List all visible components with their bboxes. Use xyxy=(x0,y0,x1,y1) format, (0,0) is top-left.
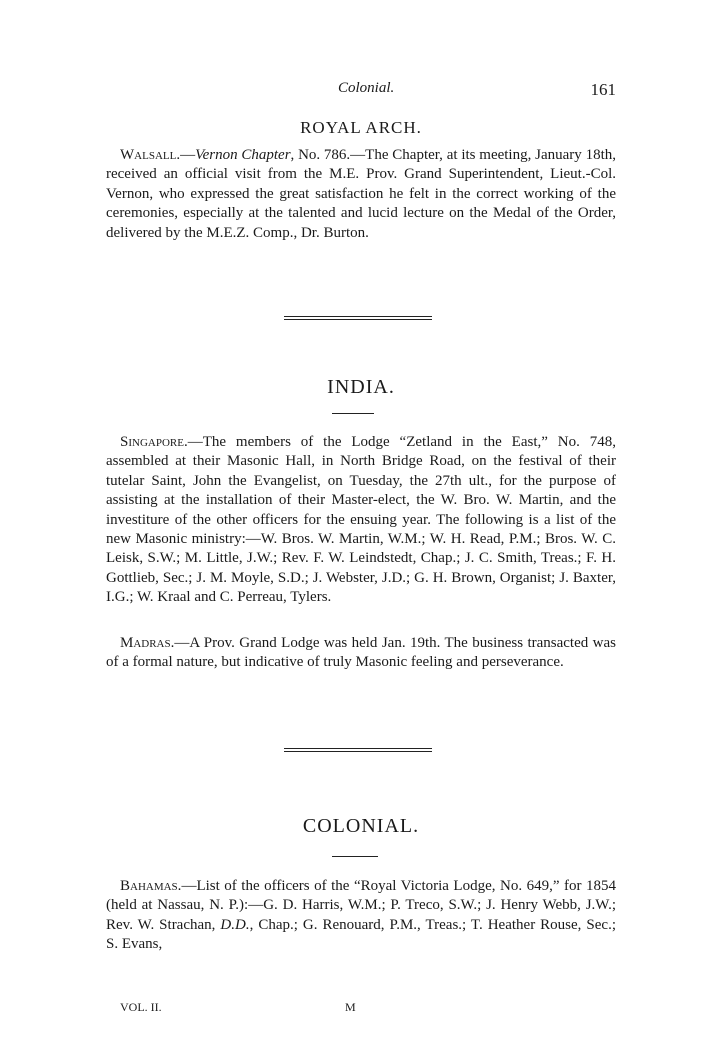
short-rule-india xyxy=(332,413,374,414)
paragraph-text: —The members of the Lodge “Zetland in the East,” No. 748, assembled at their Masonic Hall, in North Bridge Road, on the festival of their tutelar Saint, John the Evangelist, on Tuesday, the 27th ult., for the purpose of assisting at the installation of their Master-elect, the W. Bro. W. Martin, and the investiture of the other officers for the ensuing year. The following is a list of the new Masonic ministry:—W. Bros. W. Martin, W.M.; W. H. Read, P.M.; Bros. W. C. Leisk, S.W.; M. Little, J.W.; Rev. F. W. Leindstedt, Chap.; J. C. Smith, Treas.; F. H. Gottlieb, Sec.; J. M. Moyle, S.D.; J. Webster, J.D.; G. H. Brown, Organist; J. Baxter, I.G.; W. Kraal and C. Perreau, Tylers. xyxy=(106,434,616,606)
running-title: Colonial. xyxy=(338,80,395,96)
paragraph-bahamas xyxy=(106,877,616,955)
paragraph-text-continued: , Chap.; G. Renouard, P.M., Treas.; T. Heather Rouse, Sec.; S. Evans, xyxy=(106,916,616,953)
page-number: 161 xyxy=(590,80,616,99)
place-name-singapore: Singapore. xyxy=(120,434,188,450)
running-head xyxy=(106,80,616,102)
book-page xyxy=(106,0,616,1042)
paragraph-text: , No. 786.—The Chapter, at its meeting, January 18th, received an official visit from the M.E. Prov. Grand Superintendent, Lieut.-Col. Vernon, who expressed the great satisfaction he felt in the correct working of the ceremonies, especially at the talented and lucid lecture on the Medal of the Order, delivered by the M.E.Z. Comp., Dr. Burton. xyxy=(106,147,616,241)
page-footer xyxy=(120,1000,616,1018)
section-heading-royal-arch: ROYAL ARCH. xyxy=(300,118,422,137)
degree-abbreviation: D.D. xyxy=(220,916,250,933)
place-name-walsall: Walsall. xyxy=(120,147,181,163)
chapter-name: Vernon Chapter xyxy=(195,147,291,163)
paragraph-madras xyxy=(106,634,616,673)
double-rule-bottom xyxy=(284,319,432,320)
signature-mark: M xyxy=(345,1000,356,1014)
place-name-madras: Madras. xyxy=(120,635,175,651)
place-name-bahamas: Bahamas. xyxy=(120,878,182,894)
short-rule-colonial xyxy=(332,856,378,857)
dash: — xyxy=(180,147,196,163)
double-rule-top xyxy=(284,748,432,749)
paragraph-text: —List of the officers of the “Royal Victoria Lodge, No. 649,” for 1854 (held at Nassau, N. P.):—G. D. Harris, W.M.; P. Treco, S.W.; J. Henry Webb, J.W.; Rev. W. Strachan, xyxy=(106,878,616,933)
paragraph-singapore xyxy=(106,433,616,608)
paragraph-walsall xyxy=(106,146,616,243)
double-rule-bottom xyxy=(284,751,432,752)
volume-marker: VOL. II. xyxy=(120,1000,162,1014)
paragraph-text: —A Prov. Grand Lodge was held Jan. 19th. The business transacted was of a formal nature, but indicative of truly Masonic feeling and perseverance. xyxy=(106,635,616,671)
double-rule-top xyxy=(284,316,432,317)
section-heading-india: INDIA. xyxy=(327,376,395,398)
section-heading-colonial: COLONIAL. xyxy=(302,815,420,837)
